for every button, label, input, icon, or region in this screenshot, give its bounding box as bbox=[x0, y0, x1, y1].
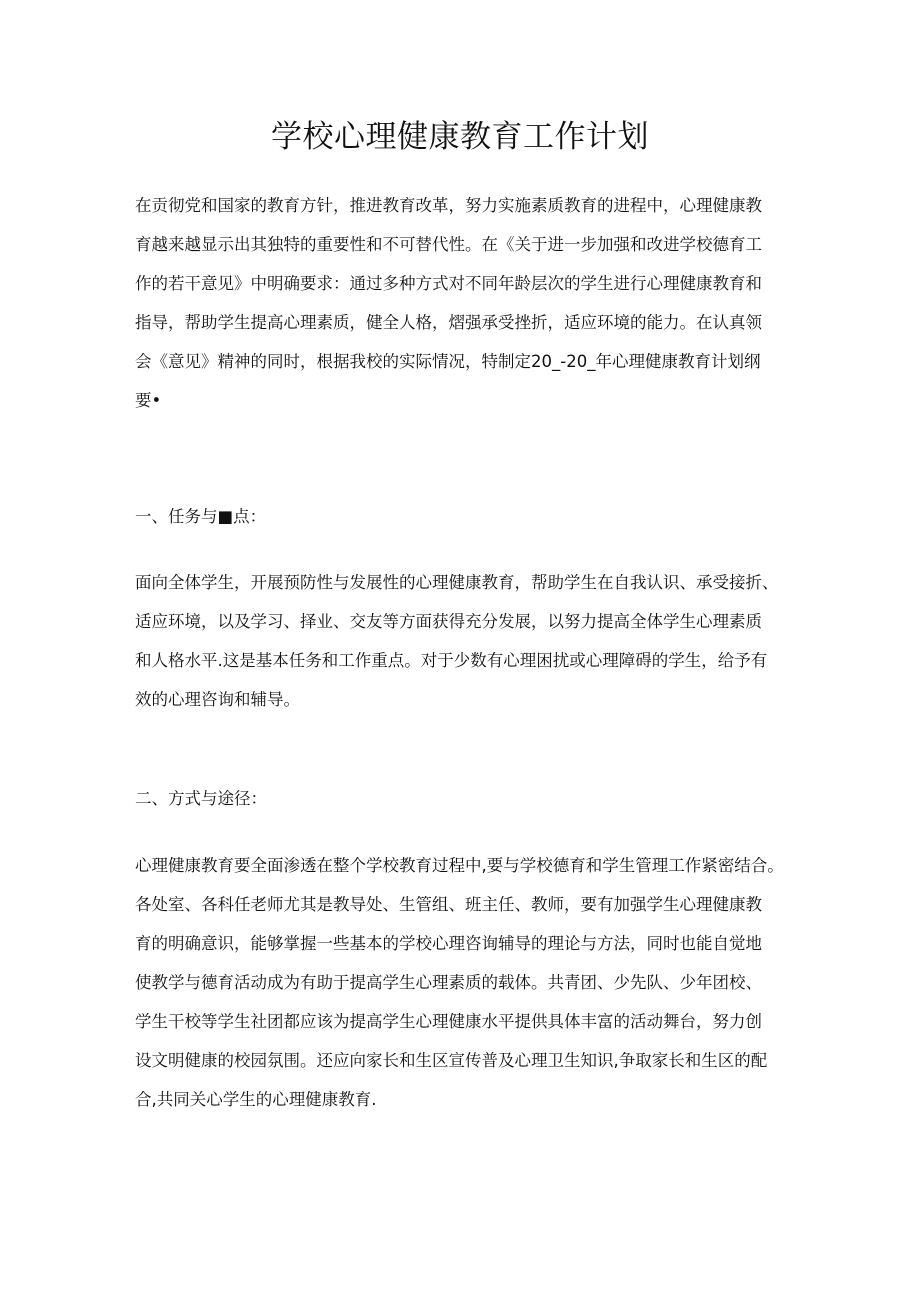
paragraph-line: 要• bbox=[135, 391, 162, 410]
document-title: 学校心理健康教育工作计划 bbox=[271, 119, 649, 155]
paragraph-line: 育的明确意识，能够掌握一些基本的学校心理咨询辅导的理论与方法，同时也能自觉地 bbox=[135, 934, 762, 953]
paragraph-line: 各处室、各科任老师尤其是教导处、生管组、班主任、教师，要有加强学生心理健康教 bbox=[135, 895, 762, 914]
paragraph-line: 育越来越显示出其独特的重要性和不可替代性。在《关于进一步加强和改进学校德育工 bbox=[135, 235, 762, 254]
paragraph-line: 作的若干意见》中明确要求：通过多种方式对不同年龄层次的学生进行心理健康教育和 bbox=[135, 274, 762, 293]
paragraph-line: 使教学与德育活动成为有助于提高学生心理素质的载体。共青团、少先队、少年团校、 bbox=[135, 973, 762, 992]
paragraph-line: 学生干校等学生社团都应该为提高学生心理健康水平提供具体丰富的活动舞台，努力创 bbox=[135, 1012, 762, 1031]
paragraph-line: 在贡彻党和国家的教育方针，推进教育改革，努力实施素质教育的进程中，心理健康教 bbox=[135, 196, 762, 215]
paragraph-line: 合,共同关心学生的心理健康教育. bbox=[135, 1090, 377, 1109]
paragraph-line: 适应环境，以及学习、择业、交友等方面获得充分发展，以努力提高全体学生心理素质 bbox=[135, 612, 762, 631]
tasks-paragraph bbox=[135, 563, 800, 719]
paragraph-line: 指导，帮助学生提高心理素质，健全人格，熠强承受挫折，适应环境的能力。在认真领 bbox=[135, 313, 762, 332]
paragraph-line: 面向全体学生，开展预防性与发展性的心理健康教育，帮助学生在自我认识、承受接折、 bbox=[135, 573, 779, 592]
paragraph-line: 设文明健康的校园氛围。还应向家长和生区宣传普及心理卫生知识,争取家长和生区的配 bbox=[135, 1051, 768, 1070]
section-heading-methods: 二、方式与途径： bbox=[135, 789, 267, 808]
paragraph-line: 和人格水平.这是基本任务和工作重点。对于少数有心理困扰或心理障碍的学生，给予有 bbox=[135, 651, 768, 670]
intro-paragraph bbox=[135, 186, 800, 420]
methods-paragraph bbox=[135, 846, 800, 1119]
paragraph-line: 心理健康教育要全面渗透在整个学校教育过程中,要与学校德育和学生管理工作紧密结合。 bbox=[135, 856, 784, 875]
section-heading-tasks: 一、任务与■点： bbox=[135, 507, 267, 526]
paragraph-line: 效的心理咨询和辅导。 bbox=[135, 690, 300, 709]
paragraph-line: 会《意见》精神的同时，根据我校的实际情况，特制定20_-20_年心理健康教育计划纲 bbox=[135, 352, 761, 371]
